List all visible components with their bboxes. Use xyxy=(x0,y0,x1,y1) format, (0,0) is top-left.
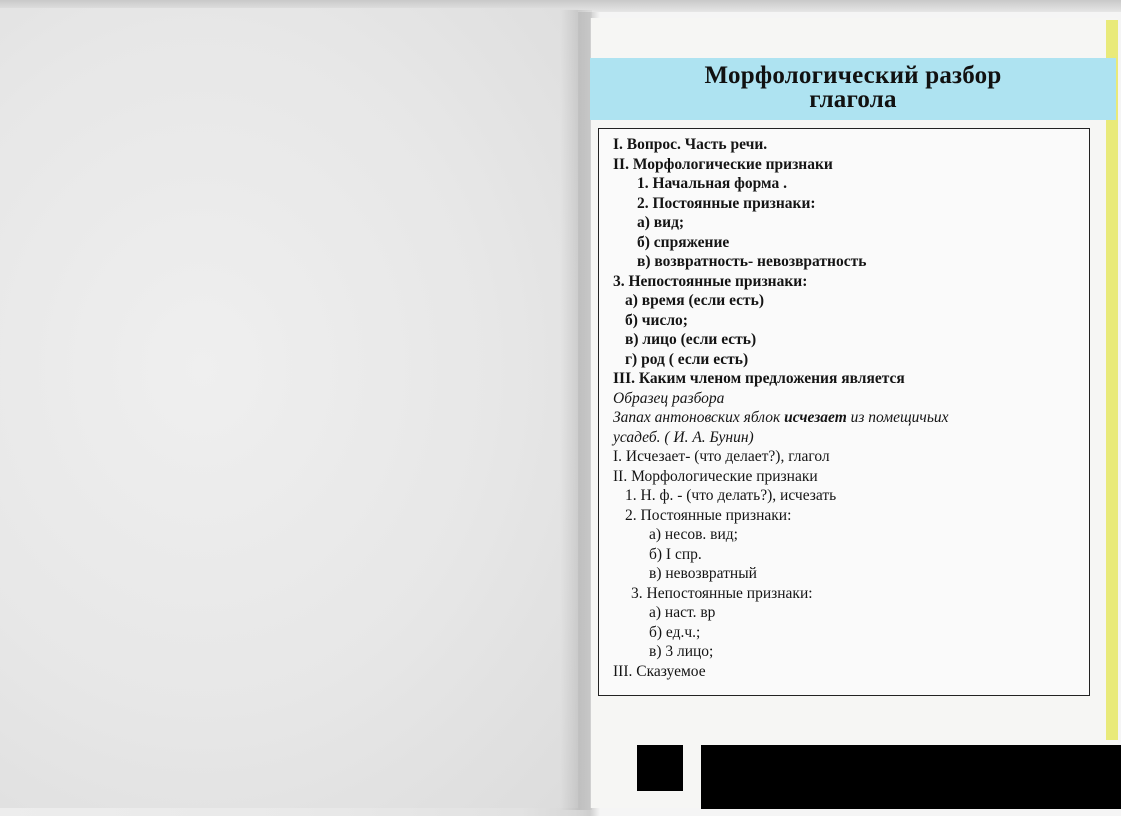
title-line-2: глагола xyxy=(809,86,897,113)
sample-sentence-end: из помещичьих xyxy=(846,409,949,426)
sample-line: б) ед.ч.; xyxy=(649,623,701,641)
page-title xyxy=(590,58,1116,112)
scheme-line: 2. Постоянные признаки: xyxy=(637,194,816,212)
sample-line: I. Исчезает- (что делает?), глагол xyxy=(613,448,830,465)
title-band xyxy=(590,58,1116,120)
scheme-line: б) спряжение xyxy=(637,233,730,251)
sample-line: в) невозвратный xyxy=(649,565,757,582)
sample-line: а) несов. вид; xyxy=(649,526,738,543)
scheme-line: а) вид; xyxy=(637,214,685,231)
sample-line: II. Морфологические признаки xyxy=(613,467,818,485)
sample-line: б) I спр. xyxy=(649,545,702,563)
scheme-line: 1. Начальная форма . xyxy=(637,175,787,192)
book-gutter-shadow xyxy=(560,10,592,810)
sample-line: а) наст. вр xyxy=(649,604,716,621)
sample-sentence-verb: исчезает xyxy=(784,409,847,426)
sample-sentence-line-1 xyxy=(613,408,1093,428)
sample-line: в) 3 лицо; xyxy=(649,643,714,660)
sample-line: III. Сказуемое xyxy=(613,662,706,680)
scheme-line: I. Вопрос. Часть речи. xyxy=(613,136,768,153)
sample-heading: Образец разбора xyxy=(613,389,725,407)
redaction-square xyxy=(637,745,683,791)
scheme-line: II. Морфологические признаки xyxy=(613,155,833,173)
redaction-bar xyxy=(701,745,1121,809)
sample-line: 1. Н. ф. - (что делать?), исчезать xyxy=(625,487,837,504)
analysis-content xyxy=(613,135,1093,681)
scheme-line: в) лицо (если есть) xyxy=(625,331,757,348)
sample-line: 2. Постоянные признаки: xyxy=(625,506,792,524)
scheme-line: 3. Непостоянные признаки: xyxy=(613,272,808,290)
scheme-line: б) число; xyxy=(625,311,688,329)
scheme-line: г) род ( если есть) xyxy=(625,350,749,368)
scheme-line: в) возвратность- невозвратность xyxy=(637,253,867,270)
title-line-1: Морфологический разбор xyxy=(704,62,1002,89)
scheme-line: III. Каким членом предложения является xyxy=(613,370,905,387)
left-page-blank xyxy=(0,8,578,808)
sample-sentence-line-2: усадеб. ( И. А. Бунин) xyxy=(613,428,754,446)
scheme-line: а) время (если есть) xyxy=(625,292,765,309)
sample-line: 3. Непостоянные признаки: xyxy=(631,584,813,602)
sample-sentence-start: Запах антоновских яблок xyxy=(613,409,785,426)
page-edge-color-strip xyxy=(1106,20,1118,740)
